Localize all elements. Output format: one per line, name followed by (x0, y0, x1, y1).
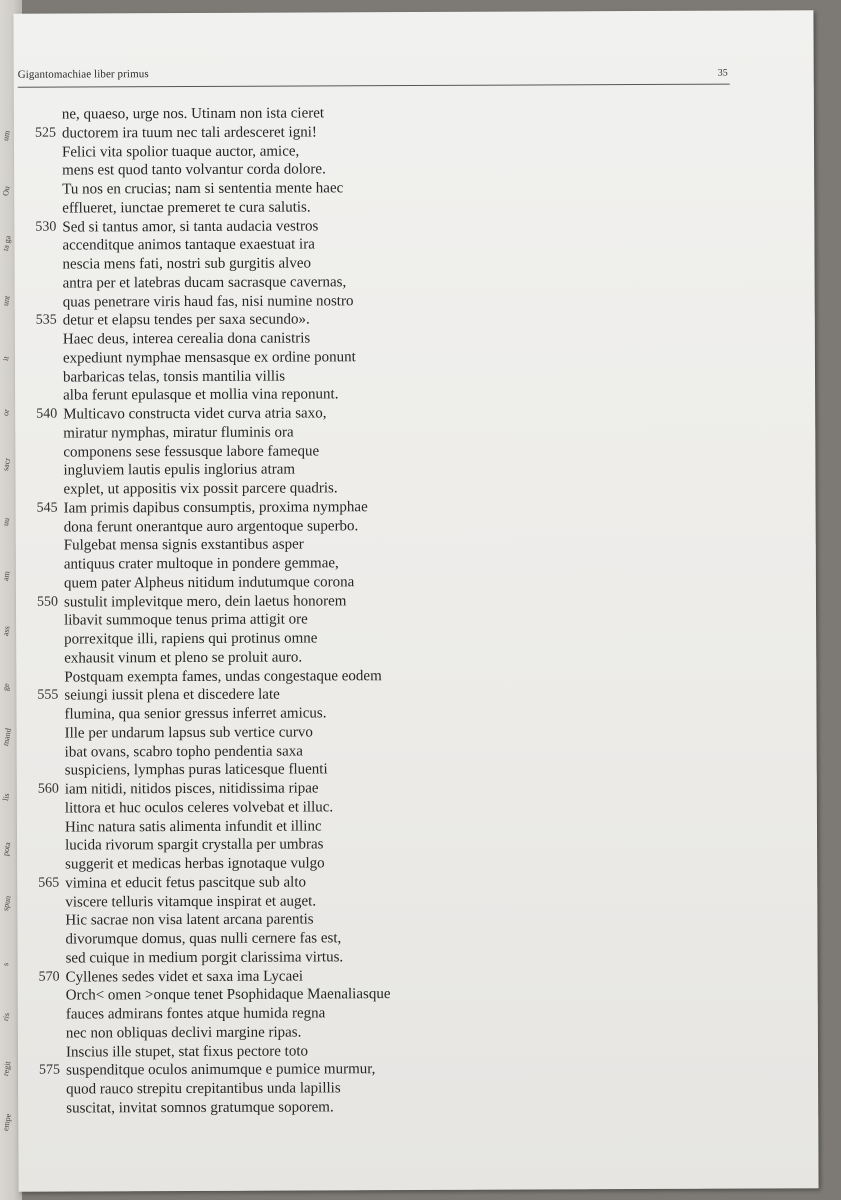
verse-line-text: explet, ut appositis vix possit parcere quadris. (63, 480, 338, 498)
verse-line-text: suspenditque oculos animumque e pumice murmur, (66, 1061, 376, 1079)
verse-line-text: sustulit implevitque mero, dein laetus honorem (63, 592, 347, 611)
facing-page-fragment: s (1, 961, 11, 967)
verse-line-text: barbaricas telas, tonsis mantilia villis (62, 368, 286, 386)
verse-line-text: Tu nos en crucias; nam si sententia mente haec (62, 180, 344, 198)
verse-line-text: Fulgebat mensa signis exstantibus asper (63, 536, 304, 554)
verse-text (14, 102, 778, 1118)
verse-line-text: ingluviem lautis epulis inglorius atram (63, 461, 296, 479)
facing-page-fragment: Ou (1, 185, 12, 197)
verse-line (18, 1096, 778, 1118)
verse-line-text: Hinc natura satis alimenta infundit et illinc (64, 817, 322, 836)
line-number: 530 (35, 219, 57, 235)
verse-line-text: seiungi iussit plena et discedere late (64, 686, 280, 704)
line-number: 525 (34, 125, 56, 141)
verse-line-text: Iam primis dapibus consumptis, proxima nymphae (63, 498, 368, 517)
running-head-title: Gigantomachiae liber primus (17, 68, 149, 81)
line-number: 545 (36, 500, 58, 516)
running-head (18, 64, 730, 88)
verse-line-text: quem pater Alpheus nitidum indutumque corona (63, 574, 355, 592)
verse-line-text: Sed si tantus amor, si tanta audacia vestros (62, 217, 319, 236)
facing-page-fragment: empe (1, 1112, 13, 1132)
verse-line-text: suscitat, invitat somnos gratumque soporem. (66, 1099, 334, 1117)
facing-page-fragment: or (1, 408, 12, 417)
verse-line-text: ibat ovans, scabro topho pendentia saxa (64, 742, 303, 761)
verse-line-text: expediunt nymphae mensasque ex ordine ponunt (62, 349, 356, 367)
verse-line-text: Orch< omen >onque tenet Psophidaque Maenaliasque (65, 986, 391, 1004)
verse-line-text: iam nitidi, nitidos pisces, nitidissima ripae (64, 780, 319, 798)
facing-page-fragment: ris (1, 1012, 12, 1022)
verse-line-text: detur et elapsu tendes per saxa secundo». (62, 311, 310, 329)
verse-line-text: dona ferunt onerantque auro argentoque superbo. (63, 517, 359, 536)
facing-page-fragment: um (1, 129, 12, 142)
facing-page-fragment: pota (1, 841, 13, 857)
line-number: 570 (38, 969, 60, 985)
facing-page-fragment: am (1, 570, 12, 582)
verse-line-text: divorumque domus, quas nulli cernere fas est, (65, 930, 342, 948)
facing-page-fragment: ge (1, 682, 12, 692)
verse-line-text: antiquus crater multoque in pondere gemmae, (63, 555, 339, 573)
verse-line-text: Postquam exempta fames, undas congestaque eodem (64, 667, 382, 686)
verse-line-text: efflueret, iunctae premeret te cura salutis. (62, 199, 311, 217)
verse-line-text: nescia mens fati, nostri sub gurgitis alveo (62, 255, 311, 273)
facing-page-fragment: ta ga (1, 234, 13, 252)
verse-line-text: lucida rivorum spargit crystalla per umbras (65, 836, 324, 854)
verse-line-text: componens sese fessusque labore fameque (63, 442, 320, 461)
verse-line-text: antra per et latebras ducam sacrasque cavernas, (62, 274, 347, 292)
verse-line-text: porrexitque illi, rapiens qui protinus omne (64, 630, 318, 648)
verse-line-text: ductorem ira tuum nec tali ardesceret igni! (61, 124, 317, 142)
verse-line-text: alba ferunt epulasque et mollia vina reponunt. (63, 386, 339, 404)
verse-line-text: suspiciens, lymphas puras laticesque fluenti (64, 761, 328, 779)
verse-line-text: ne, quaeso, urge nos. Utinam non ista cieret (61, 105, 325, 123)
verse-line-text: littora et huc oculos celeres volvebat et illuc. (64, 799, 334, 817)
verse-line-text: vimina et educit fetus pascitque sub alto (65, 874, 307, 892)
line-number: 540 (36, 406, 58, 422)
verse-line-text: flumina, qua senior gressus inferret amicus. (64, 705, 327, 723)
verse-line-text: Hic sacrae non visa latent arcana parentis (65, 911, 314, 929)
verse-line-text: Haec deus, interea cerealia dona canistris (62, 330, 311, 348)
verse-line-text: libavit summoque tenus prima attigit ore (64, 611, 308, 629)
verse-line-text: Ille per undarum lapsus sub vertice curvo (64, 724, 313, 742)
verse-line-text: sed cuique in medium porgit clarissima virtus. (65, 949, 344, 967)
facing-page-fragment: uu (1, 517, 12, 527)
verse-line-text: fauces admirans fontes atque humida regna (65, 1005, 326, 1023)
page-number: 35 (717, 67, 728, 79)
verse-line-text: miratur nymphas, miratur fluminis ora (63, 424, 294, 442)
line-number: 535 (35, 312, 57, 328)
line-number: 575 (39, 1062, 61, 1078)
facing-page-fragment: unt (1, 294, 12, 307)
line-number: 565 (38, 875, 60, 891)
verse-line-text: suggerit et medicas herbas ignotaque vulgo (65, 855, 325, 873)
verse-line-text: Felici vita spolior tuaque auctor, amice, (62, 143, 300, 161)
verse-line-text: Cyllenes sedes videt et saxa ima Lycaei (65, 967, 304, 986)
line-number: 560 (37, 781, 59, 797)
verse-line-text: quod rauco strepitu crepitantibus unda lapillis (66, 1080, 341, 1098)
verse-line-text: nec non obliquas declivi margine ripas. (65, 1024, 302, 1042)
facing-page-fragment: spun (1, 895, 13, 912)
verse-line-text: viscere telluris vitamque inspirat et auget. (65, 892, 317, 911)
verse-line-text: accenditque animos tantaque exaestuat ira (62, 236, 315, 254)
verse-line-text: Multicavo constructa videt curva atria saxo, (63, 405, 327, 423)
verse-line-text: Inscius ille stupet, stat fixus pectore toto (65, 1042, 309, 1061)
line-number: 555 (37, 687, 59, 703)
verse-line-text: mens est quod tanto volvantur corda dolore. (62, 161, 326, 179)
line-number: 550 (36, 594, 59, 610)
facing-page-fragment: regit (1, 1060, 13, 1077)
facing-page-fragment: it (1, 355, 11, 362)
facing-page-fragment: mand (1, 727, 13, 747)
facing-page-fragment: lis (1, 792, 12, 802)
facing-page-fragment: ass (1, 625, 12, 637)
book-page (13, 10, 818, 1191)
verse-line-text: exhausit vinum et pleno se proluit auro. (64, 649, 303, 667)
verse-line-text: quas penetrare viris haud fas, nisi numine nostro (62, 292, 354, 311)
facing-page-fragment: sacr (1, 457, 13, 472)
